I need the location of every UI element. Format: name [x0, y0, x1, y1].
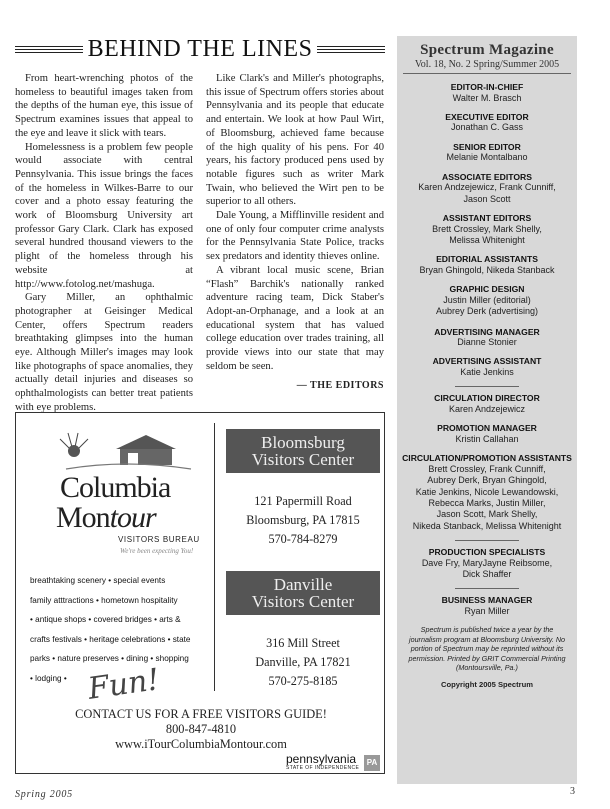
- staff-role: PRODUCTION SPECIALISTS: [428, 547, 546, 558]
- staff-names: Dick Shaffer: [462, 569, 512, 580]
- street: 121 Papermill Road: [254, 494, 352, 508]
- staff-names: Ryan Miller: [464, 605, 510, 616]
- staff-role: SENIOR EDITOR: [453, 141, 521, 152]
- section-divider: [455, 540, 519, 541]
- danville-center-banner: Danville Visitors Center: [226, 571, 380, 615]
- logo-montour-text: Montour: [56, 501, 156, 534]
- pa-keystone-icon: PA: [364, 755, 380, 771]
- staff-names: Dianne Stonier: [457, 337, 517, 348]
- staff-role: EDITORIAL ASSISTANTS: [436, 254, 538, 265]
- section-divider: [455, 588, 519, 589]
- staff-names: Brett Crossley, Frank Cunniff,: [428, 463, 546, 474]
- staff-role: PROMOTION MANAGER: [437, 423, 537, 434]
- page-title: BEHIND THE LINES: [87, 35, 313, 62]
- feature-line: crafts festivals • heritage celebrations • state: [30, 634, 191, 644]
- staff-role: ADVERTISING ASSISTANT: [432, 356, 542, 367]
- staff-names: Jonathan C. Gass: [450, 122, 524, 133]
- fun-script-text: Fun!: [85, 662, 162, 707]
- paragraph-2: Homelessness is a problem few people would associate with central Pennsylvania. This issue brings the faces of the homeless in Wilkes-Barre to our cover and a photo essay featuring the work of Bloomsburg University art professor Gary Clark. Clark has exposed several hundred thousand viewers to the plight of the homeless through his website at http://www.fotolog.net/mashuga.: [15, 141, 193, 290]
- logo-tagline: We're been expecting You!: [120, 547, 194, 555]
- feature-line: • lodging •: [30, 673, 67, 683]
- contact-block: [16, 707, 386, 752]
- staff-names: Karen Andzejewicz: [448, 403, 526, 414]
- danville-center-address: [226, 634, 380, 691]
- copyright: Copyright 2005 Spectrum: [441, 680, 533, 690]
- staff-names: Karen Andzejewicz, Frank Cunniff,: [418, 182, 556, 193]
- issue-footer: Spring 2005: [15, 789, 73, 800]
- editors-signature: — THE EDITORS: [296, 380, 384, 392]
- contact-phone: 800-847-4810: [165, 722, 237, 736]
- paragraph-1: From heart-wrenching photos of the homeless to beautiful images taken from the depths of the human eye, this issue of Spectrum examines issues that appeal to the eye and leave it slick with tears.: [15, 73, 193, 139]
- staff-names: Rebecca Marks, Justin Miller,: [428, 497, 546, 508]
- staff-names: Justin Miller (editorial): [443, 294, 531, 305]
- staff-role: ASSOCIATE EDITORS: [442, 171, 532, 182]
- bureau-logo: [56, 429, 206, 559]
- paragraph-5: Dale Young, a Mifflinville resident and one of only four computer crime analysts for the Pennsylvania State Police, tracks sex predators and identity thieves online.: [206, 210, 384, 263]
- staff-names: Melissa Whitenight: [449, 234, 525, 245]
- staff-names: Brett Crossley, Mark Shelly,: [432, 223, 542, 234]
- pa-slogan: STATE OF INDEPENDENCE: [286, 765, 360, 771]
- staff-role: BUSINESS MANAGER: [441, 595, 533, 606]
- city: Bloomsburg, PA 17815: [246, 513, 360, 527]
- logo-columbia-text: Columbia: [60, 471, 171, 504]
- paragraph-6: A vibrant local music scene, Brian “Flash” Barchik's nationally ranked adventure racing team, Dick Staber's Adopt-an-Orphanage, and a look at an educational system that has valued college education over trades training, all provide views into our state that may seldom be seen.: [206, 264, 384, 372]
- phone: 570-784-8279: [268, 532, 338, 546]
- staff-names: Katie Jenkins, Nicole Lewandowski,: [415, 486, 559, 497]
- logo-subtitle: VISITORS BUREAU: [118, 535, 200, 544]
- masthead-sidebar: [397, 36, 577, 784]
- masthead-rule: [403, 73, 571, 74]
- staff-role: EDITOR-IN-CHIEF: [450, 82, 524, 92]
- staff-role: GRAPHIC DESIGN: [449, 284, 525, 295]
- staff-names: Jason Scott, Mark Shelly,: [436, 509, 538, 520]
- page-number: 3: [570, 786, 575, 797]
- contact-line: CONTACT US FOR A FREE VISITORS GUIDE!: [75, 707, 327, 721]
- staff-names: Bryan Ghingold, Nikeda Stanback: [419, 264, 555, 275]
- header-rule-left: [15, 46, 83, 53]
- phone: 570-275-8185: [268, 674, 338, 688]
- feature-line: family atttractions • hometown hospitality: [30, 595, 178, 605]
- staff-role: EXECUTIVE EDITOR: [445, 111, 529, 122]
- colophon: Spectrum is published twice a year by the journalism program at Bloomsburg University. No portion of Spectrum may be reprinted without its permission. Printed by GRIT Commercial Printing (Montoursville, Pa.): [408, 625, 566, 672]
- staff-names: Nikeda Stanback, Melissa Whitenight: [412, 520, 562, 531]
- section-header: [15, 36, 385, 62]
- paragraph-3: Gary Miller, an ophthalmic photographer at Geisinger Medical Center, offers Spectrum readers breathtaking glimpses into the human eye. Although Miller's images may look like photographs of space anomalies, they actually detail injuries and diseases so ophthalmologists can better treat patients with eye problems.: [15, 292, 193, 413]
- pa-wordmark: pennsylvania: [286, 752, 357, 766]
- article-column-2: [206, 72, 384, 393]
- staff-names: Melanie Montalbano: [446, 152, 528, 163]
- staff-names: Jason Scott: [463, 193, 511, 204]
- staff-role: ASSISTANT EDITORS: [442, 213, 532, 224]
- magazine-title: Spectrum Magazine: [420, 42, 554, 58]
- staff-list: [397, 82, 577, 689]
- staff-names: Aubrey Derk, Bryan Ghingold,: [427, 475, 547, 486]
- feature-line: • antique shops • covered bridges • arts &: [30, 615, 181, 624]
- contact-website[interactable]: www.iTourColumbiaMontour.com: [115, 737, 287, 751]
- bloomsburg-center-banner: Bloomsburg Visitors Center: [226, 429, 380, 473]
- staff-role: CIRCULATION/PROMOTION ASSISTANTS: [402, 453, 572, 464]
- feature-line: breathtaking scenery • special events: [30, 576, 166, 585]
- paragraph-4: Like Clark's and Miller's photographs, this issue of Spectrum offers stories about Pennsylvania and its people that educate and entertain. We look at how Paul Wirt, of Bloomsburg, achieved fame because of the high quality of his pens. For 40 years, his factory produced pens used by notable figures such as writer Mark Twain, who believed the Wirt pen to be superior to all others.: [206, 73, 384, 208]
- staff-names: Dave Fry, MaryJayne Reibsome,: [421, 557, 553, 568]
- staff-role: CIRCULATION DIRECTOR: [434, 393, 540, 404]
- header-rule-right: [317, 46, 385, 53]
- staff-names: Walter M. Brasch: [452, 92, 522, 103]
- city: Danville, PA 17821: [255, 655, 351, 669]
- staff-names: Kristin Callahan: [455, 433, 519, 444]
- bloomsburg-center-address: [226, 492, 380, 549]
- staff-names: Aubrey Derk (advertising): [435, 306, 539, 317]
- pennsylvania-logo: [286, 752, 378, 771]
- covered-bridge-icon: [56, 429, 196, 475]
- section-divider: [455, 386, 519, 387]
- ad-divider: [214, 423, 215, 691]
- visitors-bureau-ad: [15, 412, 385, 774]
- staff-role: ADVERTISING MANAGER: [434, 326, 540, 337]
- street: 316 Mill Street: [266, 636, 340, 650]
- article-column-1: [15, 72, 193, 415]
- volume-info: Vol. 18, No. 2 Spring/Summer 2005: [414, 59, 560, 70]
- feature-line: parks • nature preserves • dining • shopping: [30, 654, 189, 663]
- staff-names: Katie Jenkins: [460, 366, 514, 377]
